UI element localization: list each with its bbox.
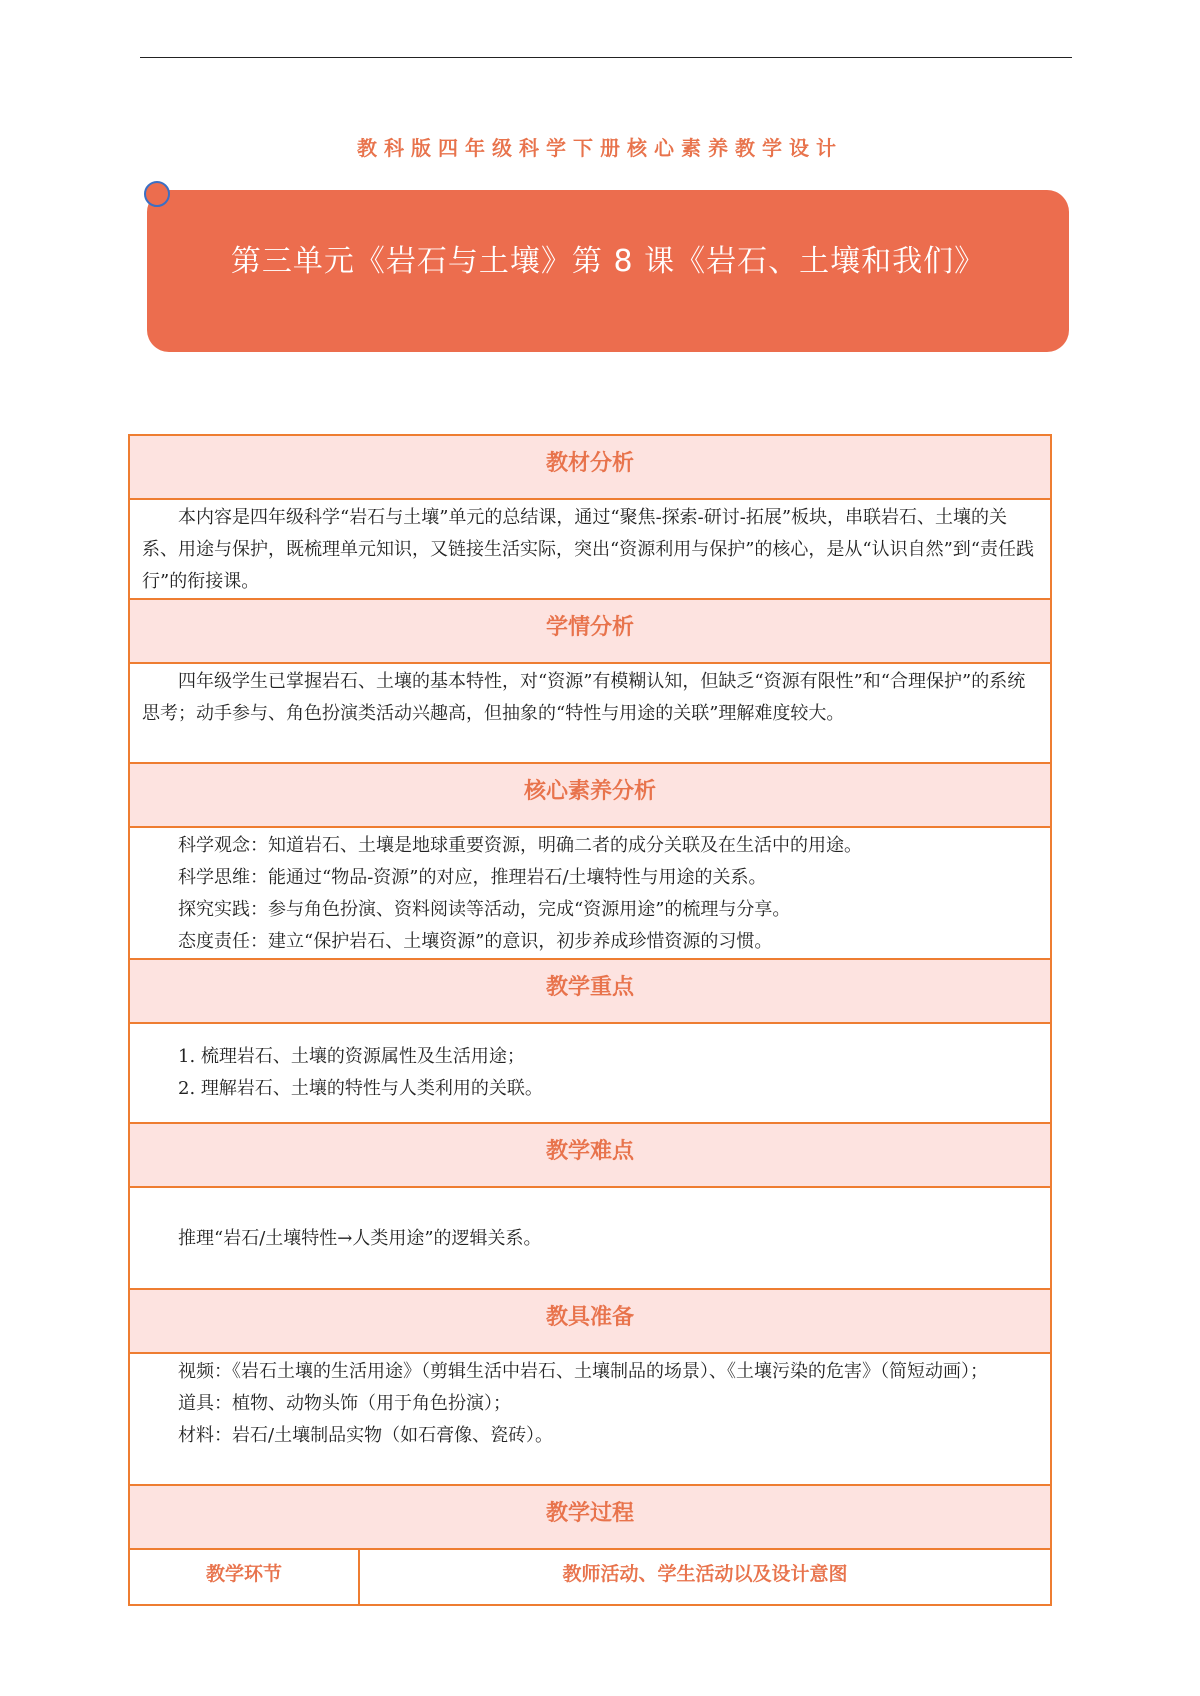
focus-item: 1. 梳理岩石、土壤的资源属性及生活用途；	[178, 1046, 525, 1067]
banner-dot-icon	[144, 181, 170, 207]
tools-item: 材料：岩石/土壤制品实物（如石膏像、瓷砖）。	[178, 1425, 554, 1446]
core-item: 科学观念：知道岩石、土壤是地球重要资源，明确二者的成分关联及在生活中的用途。	[178, 835, 862, 856]
textbook-analysis-text: 本内容是四年级科学“岩石与土壤”单元的总结课，通过“聚焦-探索-研讨-拓展”板块，串联岩石、土壤的关系、用途与保护，既梳理单元知识，又链接生活实际，突出“资源利用与保护”的核心，是从“认识自然”到“责任践行”的衔接课。	[142, 507, 1035, 592]
tools-item: 道具：植物、动物头饰（用于角色扮演）；	[178, 1393, 511, 1414]
core-item: 态度责任：建立“保护岩石、土壤资源”的意识，初步养成珍惜资源的习惯。	[178, 931, 773, 952]
student-analysis-text: 四年级学生已掌握岩石、土壤的基本特性，对“资源”有模糊认知，但缺乏“资源有限性”和“合理保护”的系统思考；动手参与、角色扮演类活动兴趣高，但抽象的“特性与用途的关联”理解难度较大。	[142, 671, 1026, 724]
section-heading-tools: 教具准备	[130, 1290, 1050, 1354]
section-heading-process: 教学过程	[130, 1486, 1050, 1550]
section-body-focus	[130, 1024, 1050, 1124]
tools-item: 视频：《岩石土壤的生活用途》（剪辑生活中岩石、土壤制品的场景）、《土壤污染的危害》（简短动画）；	[178, 1361, 988, 1382]
section-body-student	[130, 664, 1050, 764]
lesson-plan-table	[128, 434, 1052, 1606]
section-body-tools	[130, 1354, 1050, 1486]
difficulty-text: 推理“岩石/土壤特性→人类用途”的逻辑关系。	[178, 1228, 542, 1249]
top-rule	[140, 57, 1072, 58]
process-header-row	[130, 1550, 1050, 1604]
section-body-core	[130, 828, 1050, 960]
process-col-stage: 教学环节	[130, 1550, 360, 1604]
section-heading-focus: 教学重点	[130, 960, 1050, 1024]
section-heading-textbook: 教材分析	[130, 436, 1050, 500]
section-heading-student: 学情分析	[130, 600, 1050, 664]
section-heading-difficulty: 教学难点	[130, 1124, 1050, 1188]
core-item: 探究实践：参与角色扮演、资料阅读等活动，完成“资源用途”的梳理与分享。	[178, 899, 791, 920]
series-title: 教科版四年级科学下册核心素养教学设计	[357, 136, 843, 160]
section-body-textbook	[130, 500, 1050, 600]
section-heading-core: 核心素养分析	[130, 764, 1050, 828]
lesson-banner	[147, 190, 1069, 352]
focus-item: 2. 理解岩石、土壤的特性与人类利用的关联。	[178, 1078, 543, 1099]
core-item: 科学思维：能通过“物品-资源”的对应，推理岩石/土壤特性与用途的关系。	[178, 867, 767, 888]
section-body-difficulty	[130, 1188, 1050, 1290]
lesson-title: 第三单元《岩石与土壤》第 8 课《岩石、土壤和我们》	[230, 244, 986, 279]
process-col-activities: 教师活动、学生活动以及设计意图	[562, 1563, 848, 1585]
